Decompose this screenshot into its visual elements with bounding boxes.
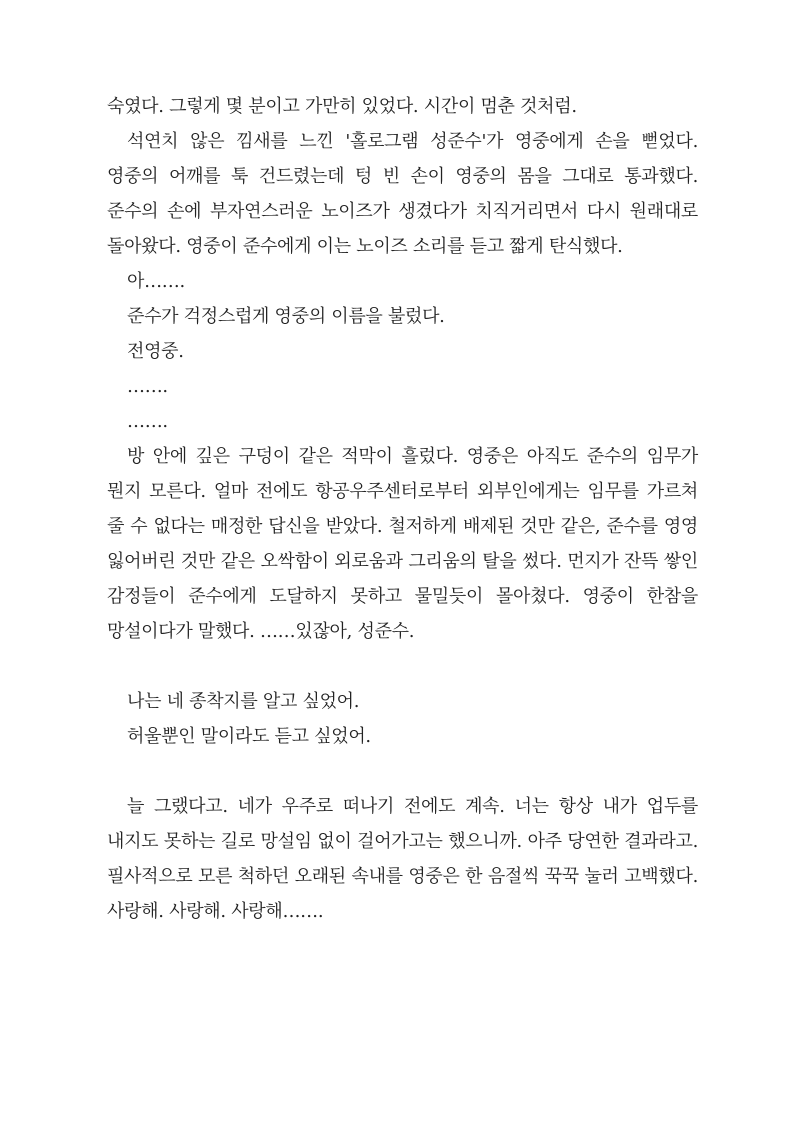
- paragraph: 준수가 걱정스럽게 영중의 이름을 불렀다.: [127, 306, 445, 327]
- blank-line: [107, 649, 698, 684]
- paragraph: 숙였다. 그렇게 몇 분이고 가만히 있었다. 시간이 멈춘 것처럼.: [107, 96, 577, 117]
- paragraph: 전영중.: [127, 341, 184, 362]
- paragraph: …….: [127, 376, 168, 397]
- paragraph: 늘 그랬다고. 네가 우주로 떠나기 전에도 계속. 너는 항상 내가 업두를 내지도 못하는 길로 망설임 없이 걸어가고는 했으니까. 아주 당연한 결과라고. 필사적으로 모른 척하던 오래된 속내를 영중은 한 음절씩 꾹꾹 눌러 고백했다. 사랑해. 사랑해. 사랑해…….: [107, 796, 704, 922]
- paragraph: …….: [127, 411, 168, 432]
- paragraph: 나는 네 종착지를 알고 싶었어.: [127, 691, 360, 712]
- paragraph: 아…….: [127, 271, 185, 292]
- paragraph: 석연치 않은 낌새를 느낀 '홀로그램 성준수'가 영중에게 손을 뻗었다. 영중의 어깨를 툭 건드렸는데 텅 빈 손이 영중의 몸을 그대로 통과했다. 준수의 손에 부자연스러운 노이즈가 생겼다가 치직거리면서 다시 원래대로 돌아왔다. 영중이 준수에게 이는 노이즈 소리를 듣고 짧게 탄식했다.: [107, 131, 704, 257]
- paragraph: 방 안에 깊은 구덩이 같은 적막이 흘렀다. 영중은 아직도 준수의 임무가 뭔지 모른다. 얼마 전에도 항공우주센터로부터 외부인에게는 임무를 가르쳐 줄 수 없다는 매정한 답신을 받았다. 철저하게 배제된 것만 같은, 준수를 영영 잃어버린 것만 같은 오싹함이 외로움과 그리움의 탈을 썼다. 먼지가 잔뜩 쌓인 감정들이 준수에게 도달하지 못하고 물밀듯이 몰아쳤다. 영중이 한참을 망설이다가 말했다. ……있잖아, 성준수.: [107, 446, 704, 642]
- paragraph: 허울뿐인 말이라도 듣고 싶었어.: [127, 726, 371, 747]
- blank-line: [107, 754, 698, 789]
